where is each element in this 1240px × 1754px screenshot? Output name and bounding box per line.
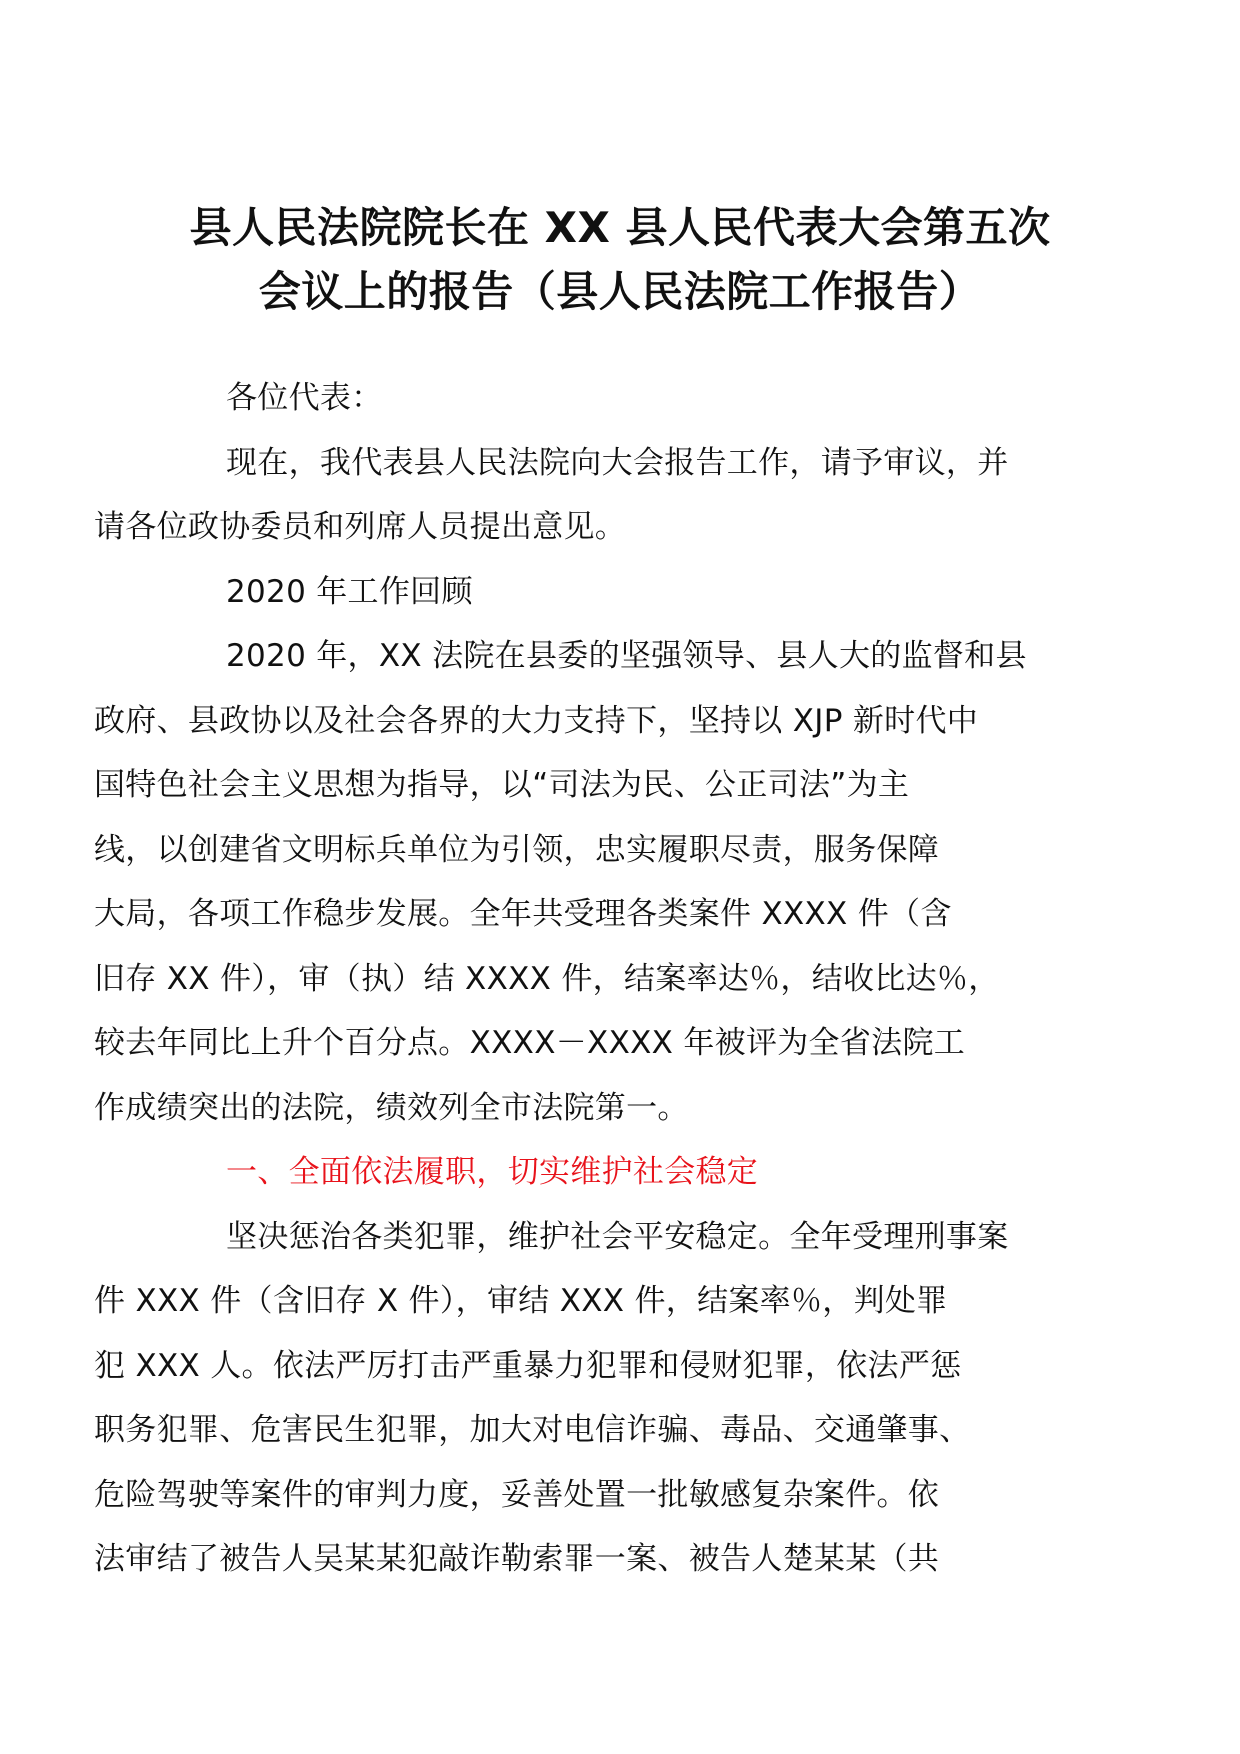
text-line: 各位代表： <box>226 380 383 416</box>
text-line: 危险驾驶等案件的审判力度，妥善处置一批敏感复杂案件。依 <box>94 1476 940 1513</box>
text-line: 大局，各项工作稳步发展。全年共受理各类案件 XXXX 件（含 <box>94 896 952 932</box>
text-line: 政府、县政协以及社会各界的大力支持下，坚持以 XJP 新时代中 <box>94 702 979 739</box>
intro-paragraph <box>94 431 1120 560</box>
criminal-paragraph <box>94 1205 1120 1592</box>
salutation-paragraph <box>160 366 1120 431</box>
text-line: 作成绩突出的法院，绩效列全市法院第一。 <box>94 1089 689 1126</box>
text-line: 较去年同比上升个百分点。XXXX－XXXX 年被评为全省法院工 <box>94 1025 966 1061</box>
title-line-2: 会议上的报告（县人民法院工作报告） <box>258 267 982 316</box>
text-line: 件 XXX 件（含旧存 X 件），审结 XXX 件，结案率％，判处罪 <box>94 1283 948 1319</box>
text-line: 国特色社会主义思想为指导，以“司法为民、公正司法”为主 <box>94 767 910 803</box>
text-line: 请各位政协委员和列席人员提出意见。 <box>94 509 627 545</box>
section-heading-one <box>160 1140 1120 1205</box>
report-title <box>150 196 1090 324</box>
section-label-paragraph <box>160 560 1120 625</box>
text-line: 职务犯罪、危害民生犯罪，加大对电信诈骗、毒品、交通肇事、 <box>94 1412 971 1448</box>
text-line: 一、全面依法履职，切实维护社会稳定 <box>226 1154 759 1190</box>
report-body <box>94 366 1120 1592</box>
text-line: 坚决惩治各类犯罪，维护社会平安稳定。全年受理刑事案 <box>226 1218 1009 1255</box>
text-line: 法审结了被告人吴某某犯敲诈勒索罪一案、被告人楚某某（共 <box>94 1541 940 1577</box>
text-line: 现在，我代表县人民法院向大会报告工作，请予审议，并 <box>226 444 1009 481</box>
text-line: 犯 XXX 人。依法严厉打击严重暴力犯罪和侵财犯罪，依法严惩 <box>94 1347 962 1384</box>
text-line: 2020 年，XX 法院在县委的坚强领导、县人大的监督和县 <box>226 638 1027 674</box>
text-line: 线，以创建省文明标兵单位为引领，忠实履职尽责，服务保障 <box>94 831 940 868</box>
text-line: 旧存 XX 件），审（执）结 XXXX 件，结案率达％，结收比达％， <box>94 960 1000 997</box>
review-paragraph <box>94 624 1120 1140</box>
text-line: 2020 年工作回顾 <box>226 573 473 610</box>
title-line-1: 县人民法院院长在 XX 县人民代表大会第五次 <box>189 203 1051 252</box>
